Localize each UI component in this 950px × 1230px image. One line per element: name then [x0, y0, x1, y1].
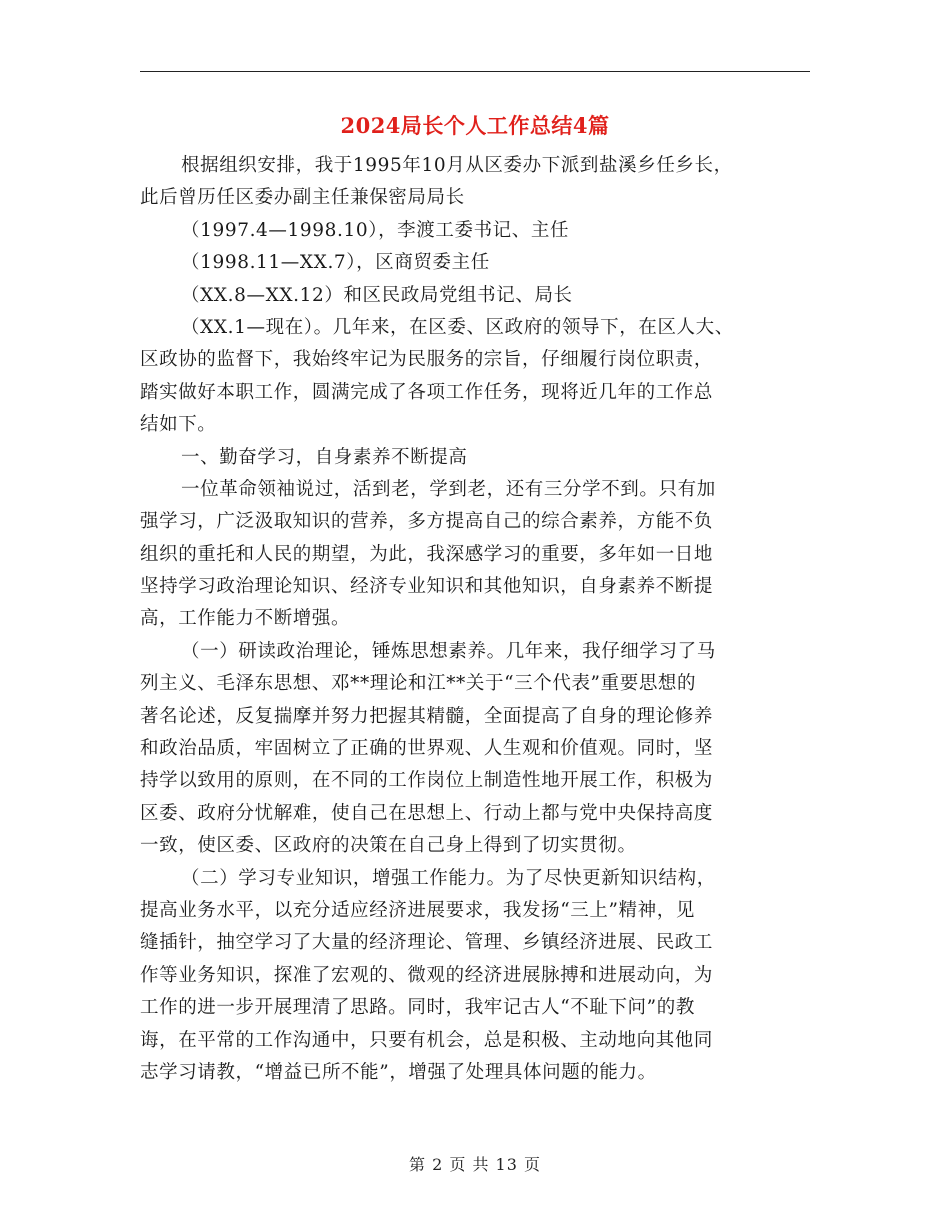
paragraph-line: 一致，使区委、区政府的决策在自己身上得到了切实贯彻。 — [140, 835, 637, 857]
paragraph-line: 缝插针，抽空学习了大量的经济理论、管理、乡镇经济进展、民政工 — [140, 932, 714, 954]
paragraph-line: 此后曾历任区委办副主任兼保密局局长 — [140, 187, 465, 209]
paragraph-line: 提高业务水平，以充分适应经济进展要求，我发扬“三上”精神，见 — [140, 899, 695, 921]
paragraph-line: 坚持学习政治理论知识、经济专业知识和其他知识，自身素养不断提 — [140, 576, 714, 598]
paragraph-line: 著名论述，反复揣摩并努力把握其精髓，全面提高了自身的理论修养 — [140, 705, 714, 727]
paragraph-line: 志学习请教，“增益已所不能”，增强了处理具体问题的能力。 — [140, 1061, 657, 1083]
paragraph-line: 区政协的监督下，我始终牢记为民服务的宗旨，仔细履行岗位职责， — [140, 349, 714, 371]
paragraph-line: 区委、政府分忧解难，使自己在思想上、行动上都与党中央保持高度 — [140, 802, 714, 824]
document-body — [140, 150, 810, 1089]
paragraph-line: 工作的进一步开展理清了思路。同时，我牢记古人“不耻下问”的教 — [140, 997, 695, 1019]
paragraph-line: 组织的重托和人民的期望，为此，我深感学习的重要，多年如一日地 — [140, 543, 714, 565]
paragraph-line: 作等业务知识，探准了宏观的、微观的经济进展脉搏和进展动向，为 — [140, 964, 714, 986]
document-title: 2024局长个人工作总结4篇 — [340, 113, 610, 138]
section-heading: 一、勤奋学习，自身素养不断提高 — [181, 446, 468, 468]
header-rule — [140, 71, 810, 72]
paragraph-line: （XX.8—XX.12）和区民政局党组书记、局长 — [181, 284, 573, 306]
paragraph-line: 一位革命领袖说过，活到老，学到老，还有三分学不到。只有加 — [181, 478, 716, 500]
paragraph-line: 诲，在平常的工作沟通中，只要有机会，总是积极、主动地向其他同 — [140, 1029, 714, 1051]
page-number-footer: 第 2 页 共 13 页 — [409, 1155, 541, 1174]
paragraph-line: （一）研读政治理论，锤炼思想素养。几年来，我仔细学习了马 — [181, 640, 716, 662]
paragraph-line: （1997.4—1998.10），李渡工委书记、主任 — [181, 219, 570, 241]
paragraph-line: （XX.1—现在）。几年来，在区委、区政府的领导下，在区人大、 — [181, 316, 734, 338]
paragraph-line: 结如下。 — [140, 414, 217, 436]
paragraph-line: 列主义、毛泽东思想、邓**理论和江**关于“三个代表”重要思想的 — [140, 673, 697, 695]
paragraph-line: 和政治品质，牢固树立了正确的世界观、人生观和价值观。同时，坚 — [140, 738, 714, 760]
paragraph-line: 高，工作能力不断增强。 — [140, 608, 351, 630]
paragraph-line: 持学以致用的原则，在不同的工作岗位上制造性地开展工作，积极为 — [140, 770, 714, 792]
paragraph-line: 根据组织安排，我于1995年10月从区委办下派到盐溪乡任乡长， — [181, 155, 733, 176]
paragraph-line: （1998.11—XX.7），区商贸委主任 — [181, 252, 490, 274]
paragraph-line: 强学习，广泛汲取知识的营养，多方提高自己的综合素养，方能不负 — [140, 511, 714, 533]
paragraph-line: （二）学习专业知识，增强工作能力。为了尽快更新知识结构， — [181, 867, 716, 889]
paragraph-line: 踏实做好本职工作，圆满完成了各项工作任务，现将近几年的工作总 — [140, 381, 714, 403]
